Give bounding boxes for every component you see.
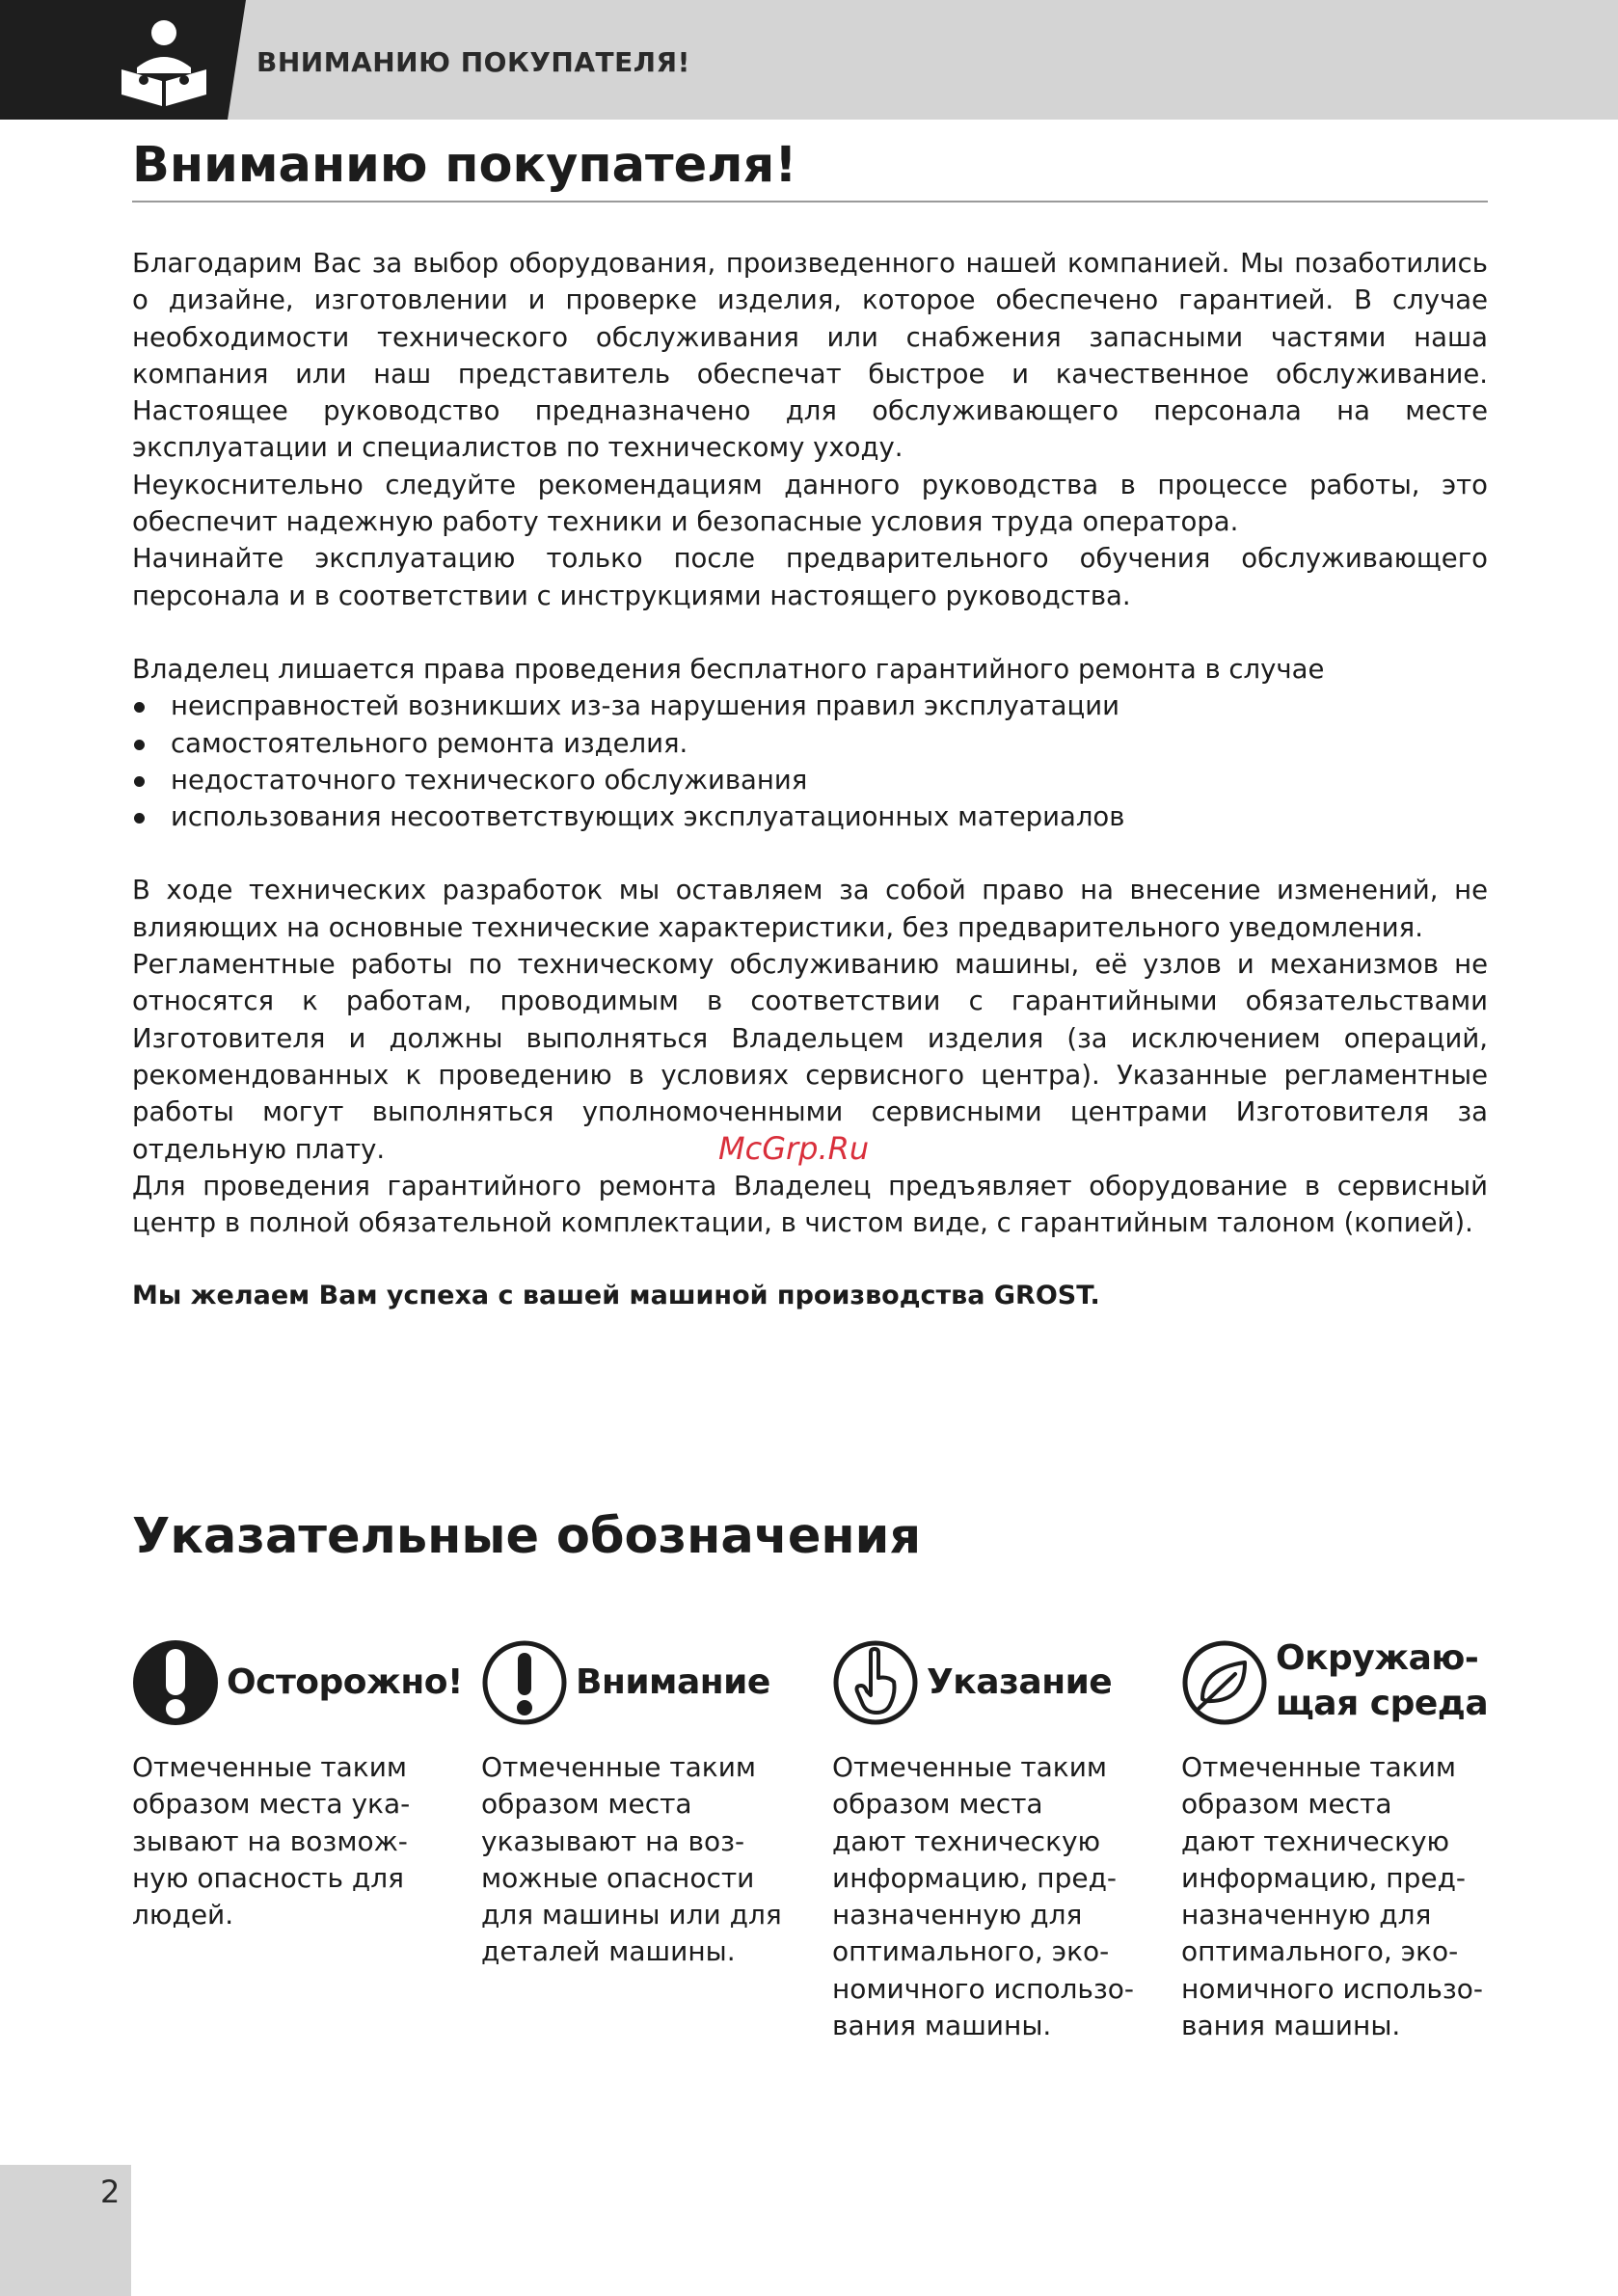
- sign-title: [1276, 1635, 1488, 1726]
- closing-line: Мы желаем Вам успеха с вашей машиной производства GROST.: [132, 1281, 1100, 1311]
- paragraph: Неукоснительно следуйте рекомендациям данного руководства в процессе работы, это обеспечит надежную работу техники и безопасные условия труда оператора.: [132, 469, 1488, 538]
- reading-person-icon: [118, 17, 210, 110]
- leaf-icon: [1181, 1639, 1268, 1726]
- warranty-list: [132, 688, 1488, 835]
- sign-title-line: щая среда: [1276, 1684, 1489, 1723]
- paragraph: Регламентные работы по техническому обслуживанию машины, её узлов и механизмов не относятся к работам, проводимым в соответствии с гарантийными обязательствами Изготовителя и должны выполняться Владельцем изделия (за исключением операций, рекомендованных к проведению в условиях сервисного центра). Указанные регламентные работы могут выполняться уполномоченными сервисными центрами Изготовителя за отдельную плату.: [132, 949, 1488, 1165]
- watermark: McGrp.Ru: [718, 1130, 870, 1167]
- exclamation-filled-icon: [132, 1639, 219, 1726]
- sign-description: Отмеченные таким образом места дают техническую информацию, пред- назначенную для оптимального, эко- номичного использо- вания машины.: [832, 1751, 1135, 2042]
- sign-title: Осторожно!: [227, 1662, 463, 1702]
- page-title: Вниманию покупателя!: [132, 137, 797, 194]
- list-item: использования несоответствующих эксплуатационных материалов: [132, 798, 1488, 835]
- signs-title: Указательные обозначения: [132, 1508, 922, 1565]
- paragraph: В ходе технических разработок мы оставляем за собой право на внесение изменений, не влияющих на основные технические характеристики, без предварительного уведомления.: [132, 875, 1488, 943]
- sign-caution: [132, 1630, 463, 1933]
- sign-environment: [1181, 1630, 1499, 2044]
- sign-title: Внимание: [576, 1662, 770, 1702]
- list-item: недостаточного технического обслуживания: [132, 762, 1488, 798]
- list-item: самостоятельного ремонта изделия.: [132, 725, 1488, 762]
- list-item: неисправностей возникших из-за нарушения правил эксплуатации: [132, 688, 1488, 724]
- sign-description: Отмеченные таким образом места указывают на воз- можные опасности для машины или для деталей машины.: [481, 1751, 782, 1968]
- paragraph: Начинайте эксплуатацию только после предварительного обучения обслуживающего персонала и в соответствии с инструкциями настоящего руководства.: [132, 543, 1488, 611]
- sign-description: Отмеченные таким образом места ука- зывают на возмож- ную опасность для людей.: [132, 1751, 411, 1931]
- warranty-intro: Владелец лишается права проведения бесплатного гарантийного ремонта в случае: [132, 653, 1325, 685]
- exclamation-outline-icon: [481, 1639, 568, 1726]
- sign-description: Отмеченные таким образом места дают техническую информацию, пред- назначенную для оптимального, эко- номичного использо- вания машины.: [1181, 1751, 1484, 2042]
- sign-note: [832, 1630, 1150, 2044]
- paragraph: Для проведения гарантийного ремонта Владелец предъявляет оборудование в сервисный центр в полной обязательной комплектации, в чистом виде, с гарантийным талоном (копией).: [132, 1170, 1488, 1239]
- sign-title: Указание: [927, 1662, 1113, 1702]
- pointing-hand-icon: [832, 1639, 919, 1726]
- paragraph: Благодарим Вас за выбор оборудования, произведенного нашей компанией. Мы позаботились о дизайне, изготовлении и проверке изделия, которое обеспечено гарантией. В случае необходимости технического обслуживания или снабжения запасными частями наша компания или наш представитель обеспечат быстрое и качественное обслуживание. Настоящее руководство предназначено для обслуживающего персонала на месте эксплуатации и специалистов по техническому уходу.: [132, 248, 1488, 464]
- page-number: 2: [100, 2174, 121, 2210]
- sign-title-line: Окружаю-: [1276, 1638, 1479, 1678]
- sign-attention: [481, 1630, 799, 1971]
- title-divider: [132, 201, 1488, 203]
- header-section-label: ВНИМАНИЮ ПОКУПАТЕЛЯ!: [256, 46, 690, 78]
